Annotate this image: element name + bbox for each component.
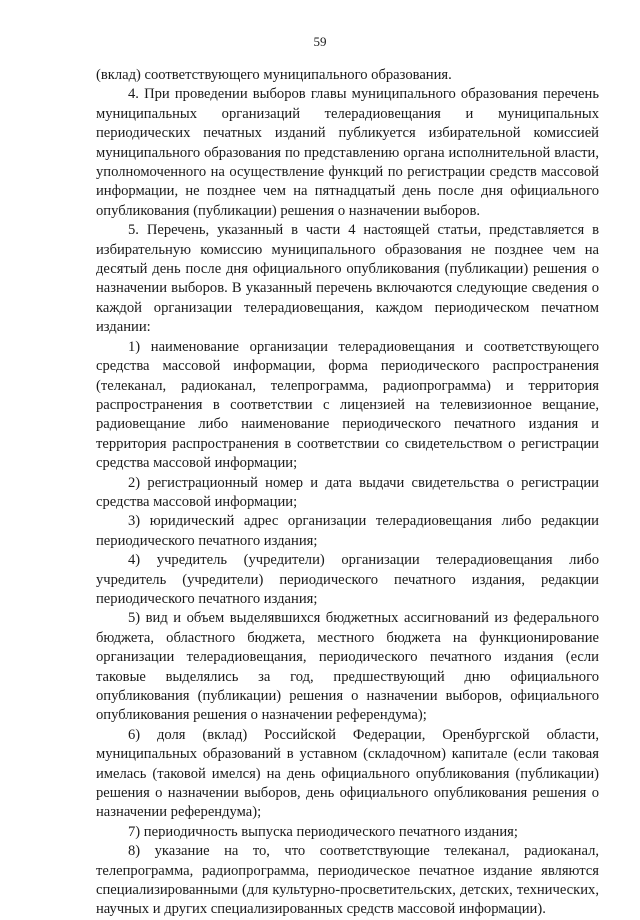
page-number: 59 <box>313 34 327 49</box>
list-item-4: 4) учредитель (учредители) организации телерадиовещания либо учредитель (учредители) периодического печатного издания, редакции периодического печатного издания; <box>96 552 599 607</box>
list-item-1: 1) наименование организации телерадиовещания и соответствующего средства массовой информации, форма периодического распространения (телеканал, радиоканал, телепрограмма, радиопрограмма) и территория распространения в соответствии с лицензией на телевизионное вещание, радиовещание либо наименование периодического печатного издания и территория распространения в соответствии со свидетельством о регистрации средства массовой информации; <box>96 338 599 472</box>
list-item-3: 3) юридический адрес организации телерадиовещания либо редакции периодического печатного издания; <box>96 513 599 549</box>
list-item-6: 6) доля (вклад) Российской Федерации, Оренбургской области, муниципальных образований в уставном (складочном) капитале (если таковая имелась (таковой имелся) на день официального опубликования (публикации) решения о назначении выборов, день официального опубликования решения о назначении референдума); <box>96 726 599 821</box>
paragraph-item-5: 5. Перечень, указанный в части 4 настоящей статьи, представляется в избирательную комиссию муниципального образования не позднее чем на десятый день после дня официального опубликования (публикации) решения о назначении выборов. В указанный перечень включаются следующие сведения о каждой организации телерадиовещания, каждом периодическом печатном издании: <box>96 222 599 336</box>
list-item-8: 8) указание на то, что соответствующие телеканал, радиоканал, телепрограмма, радиопрограмма, периодическое печатное издание являются специализированными (для культурно-просветительских, детских, технических, научных и других специализированных средств массовой информации). <box>96 843 599 918</box>
paragraph-item-4: 4. При проведении выборов главы муниципального образования перечень муниципальных организаций телерадиовещания и муниципальных периодических печатных изданий публикуется избирательной комиссией муниципального образования по представлению органа исполнительной власти, уполномоченного на осуществление функций по регистрации средств массовой информации, не позднее чем на пятнадцатый день после дня официального опубликования (публикации) решения о назначении выборов. <box>96 86 599 219</box>
document-body <box>96 66 599 920</box>
list-item-7: 7) периодичность выпуска периодического печатного издания; <box>128 823 518 840</box>
paragraph-continuation: (вклад) соответствующего муниципального образования. <box>96 67 452 83</box>
list-item-2: 2) регистрационный номер и дата выдачи свидетельства о регистрации средства массовой информации; <box>96 474 599 510</box>
list-item-5: 5) вид и объем выделявшихся бюджетных ассигнований из федерального бюджета, областного бюджета, местного бюджета на функционирование организации телерадиовещания, периодического печатного издания (если таковые выделялись за год, предшествующий дню официального опубликования (публикации) решения о назначении выборов, официального опубликования решения о назначении референдума); <box>96 610 599 724</box>
